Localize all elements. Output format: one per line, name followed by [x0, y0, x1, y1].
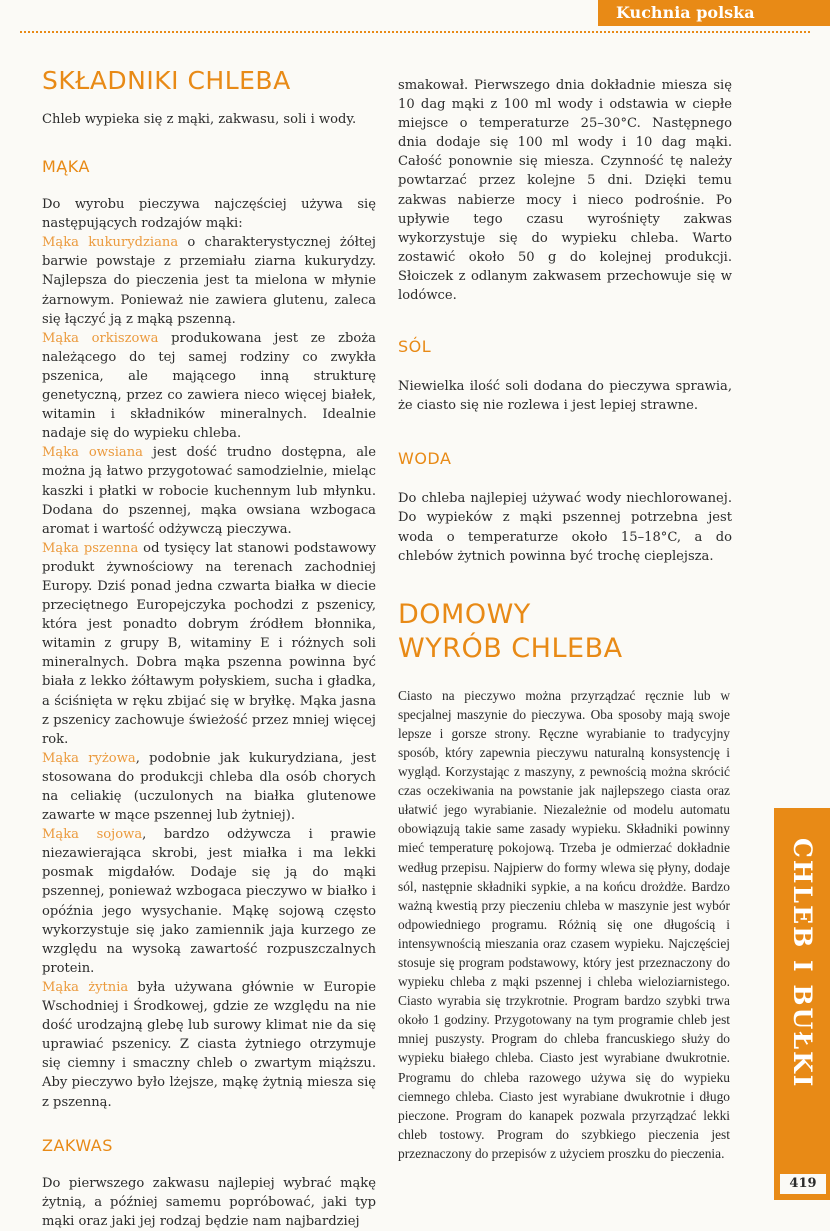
sol-paragraph: Niewielka ilość soli dodana do pieczywa sprawia, że ciasto się nie rozlewa i jest lepiej strawne.	[398, 379, 732, 414]
chapter-side-label: CHLEB I BUŁKI	[788, 838, 817, 1089]
chapter-side-tab	[774, 808, 830, 1200]
domowy-paragraph: Ciasto na pieczywo można przyrządzać ręcznie lub w specjalnej maszynie do pieczywa. Oba sposoby mają swoje lepsze i gorsze strony. Ręczne wyrabianie to tradycyjny sposób, który zapewnia pieczywu naturalną konsystencję i wygląd. Korzystając z maszyny, z pewnością można skrócić czas oczekiwania na powstanie jak najlepszego ciasta oraz ułatwić jego wyrabianie. Niezależnie od modelu automatu obowiązują takie same zasady wypieku. Składniki powinny mieć temperaturę pokojową. Trzeba je odmierzać dokładnie według przepisu. Najpierw do formy wlewa się płyny, dodaje sól, następnie składniki sypkie, a na końcu drożdże. Bardzo ważną kwestią przy pieczeniu chleba w maszynie jest wybór odpowiedniego programu. Różnią się one długością i intensywnością mieszania oraz czasem wypieku. Najczęściej stosuje się program podstawowy, który jest przeznaczony do wypieku chleba z mąki pszennej i chleba wieloziarnistego. Ciasto wyrabia się trzykrotnie. Program bardzo szybki trwa około 1 godziny. Przygotowany na tym programie chleb jest mniej puszysty. Program do chleba francuskiego służy do wypieku białego chleba. Ciasto jest wyrabiane dwukrotnie. Programu do chleba razowego używa się do wypieku ciemnego chleba. Ciasto jest wyrabiane dwukrotnie i długo pieczone. Program do kanapek pozwala przyrządzać lekki chleb tostowy. Program do szybkiego pieczenia jest przeznaczony do przepisów z użyciem proszku do pieczenia.	[398, 687, 730, 1161]
flour-pszenna-text: od tysięcy lat stanowi podstawowy produkt żywnościowy na terenach zachodniej Europy. Dziś ponad jedna czwarta białka w diecie przeciętnego Europejczyka pochodzi z pszenicy, która jest ponadto dobrym źródłem błonnika, witamin z grupy B, witaminy E i różnych soli mineralnych. Dobra mąka pszenna powinna być biała z lekko żółtawym połyskiem, sucha i gładka, a ściśnięta w ręku zbijać się w bryłkę. Mąka jasna z pszenicy zachowuje świeżość przez mniej więcej rok.	[42, 540, 376, 747]
header-dotted-rule	[20, 31, 810, 33]
flour-pszenna	[42, 539, 376, 749]
zakwas-paragraph: Do pierwszego zakwasu najlepiej wybrać mąkę żytnią, a później samemu popróbować, jaki typ mąki oraz jaki jej rodzaj będzie nam najbardziej	[42, 1175, 376, 1229]
flour-kukurydziana	[42, 233, 376, 328]
zakwas-continued: smakował. Pierwszego dnia dokładnie miesza się 10 dag mąki z 100 ml wody i odstawia w ciepłe miejsce o temperaturze 25–30°C. Następnego dnia dodaje się 100 ml wody i 10 dag mąki. Całość ponownie się miesza. Czynność tę należy powtarzać przez kolejne 5 dni. Dzięki temu zakwas nabierze mocy i nieco podrośnie. Po upływie tego czasu wyrośnięty zakwas wykorzystuje się do wypieku chleba. Warto zostawić około 50 g do kolejnej produkcji. Słoiczek z odlanym zakwasem przechowuje się w lodówce.	[398, 78, 732, 304]
flour-zytnia-text: była używana głównie w Europie Wschodniej i Środkowej, gdzie ze względu na nie dość urodzajną glebę lub surowy klimat nie da się uprawiać pszenicy. Z ciasta żytniego otrzymuje się ciemny i smaczny chleb o zwartym miąższu. Aby pieczywo było lżejsze, mąkę żytnią miesza się z pszenną.	[42, 979, 376, 1110]
flour-orkiszowa-term: Mąka orkiszowa	[42, 330, 159, 346]
flour-orkiszowa-text: produkowana jest ze zboża należącego do tej samej rodziny co zwykła pszenica, ale mającego inną strukturę genetyczną, przez co zawiera nieco więcej białek, witamin i składników mineralnych. Idealnie nadaje się do wypieku chleba.	[42, 330, 376, 442]
right-column	[398, 76, 732, 1163]
flour-zytnia-term: Mąka żytnia	[42, 979, 129, 995]
woda-paragraph: Do chleba najlepiej używać wody niechlorowanej. Do wypieków z mąki pszennej potrzebna jest woda o temperaturze około 15–18°C, a do chlebów żytnich powinna być trochę cieplejsza.	[398, 491, 732, 564]
heading-skladniki-chleba: SKŁADNIKI CHLEBA	[42, 66, 291, 95]
header-title: Kuchnia polska	[598, 0, 830, 26]
flour-owsiana-term: Mąka owsiana	[42, 445, 143, 461]
flour-pszenna-term: Mąka pszenna	[42, 540, 139, 556]
heading-domowy-wyrob	[398, 598, 732, 666]
flour-sojowa-term: Mąka sojowa	[42, 827, 143, 843]
flour-owsiana-text: jest dość trudno dostępna, ale można ją łatwo przygotować samodzielnie, mieląc kaszki i płatki w robocie kuchennym lub młynku. Dodana do pszennej, mąka owsiana wzbogaca aromat i wartość odżywczą pieczywa.	[42, 445, 376, 537]
flour-sojowa-text: , bardzo odżywcza i prawie niezawierająca skrobi, jest miałka i ma lekki posmak migdałów. Dodaje się ją do mąki pszennej, ponieważ wzbogaca pieczywo w białko i opóźnia jego wysychanie. Mąkę sojową często wykorzystuje się jako zamiennik jaja kurzego ze względu na wysoką zawartość rozpuszczalnych protein.	[42, 827, 376, 976]
heading-woda: WODA	[398, 449, 452, 469]
page-header	[0, 0, 830, 34]
heading-domowy-line1: DOMOWY	[398, 598, 531, 630]
heading-maka: MĄKA	[42, 157, 90, 177]
heading-domowy-line2: WYRÓB CHLEBA	[398, 632, 623, 664]
page-number: 419	[780, 1174, 826, 1194]
flour-kukurydziana-term: Mąka kukurydziana	[42, 235, 179, 251]
flour-sojowa	[42, 825, 376, 978]
flour-kukurydziana-text: o charakterystycznej żółtej barwie powstaje z przemiału ziarna kukurydzy. Najlepsza do pieczenia jest ta mielona w młynie żarnowym. Ponieważ nie zawiera glutenu, zaleca się łączyć ją z mąką pszenną.	[42, 235, 376, 327]
flour-ryzowa-term: Mąka ryżowa	[42, 750, 136, 766]
heading-sol: SÓL	[398, 337, 432, 357]
flour-owsiana	[42, 443, 376, 538]
flour-zytnia	[42, 978, 376, 1112]
left-column	[42, 60, 376, 1231]
flour-ryzowa-text: , podobnie jak kukurydziana, jest stosowana do produkcji chleba dla osób chorych na celiakię (uczulonych na białka glutenowe zawarte w mące pszennej lub żytniej).	[42, 750, 376, 824]
flour-ryzowa	[42, 749, 376, 825]
heading-zakwas: ZAKWAS	[42, 1135, 113, 1155]
maka-intro: Do wyrobu pieczywa najczęściej używa się następujących rodzajów mąki:	[42, 197, 376, 232]
flour-orkiszowa	[42, 329, 376, 444]
intro-paragraph: Chleb wypieka się z mąki, zakwasu, soli i wody.	[42, 112, 357, 127]
